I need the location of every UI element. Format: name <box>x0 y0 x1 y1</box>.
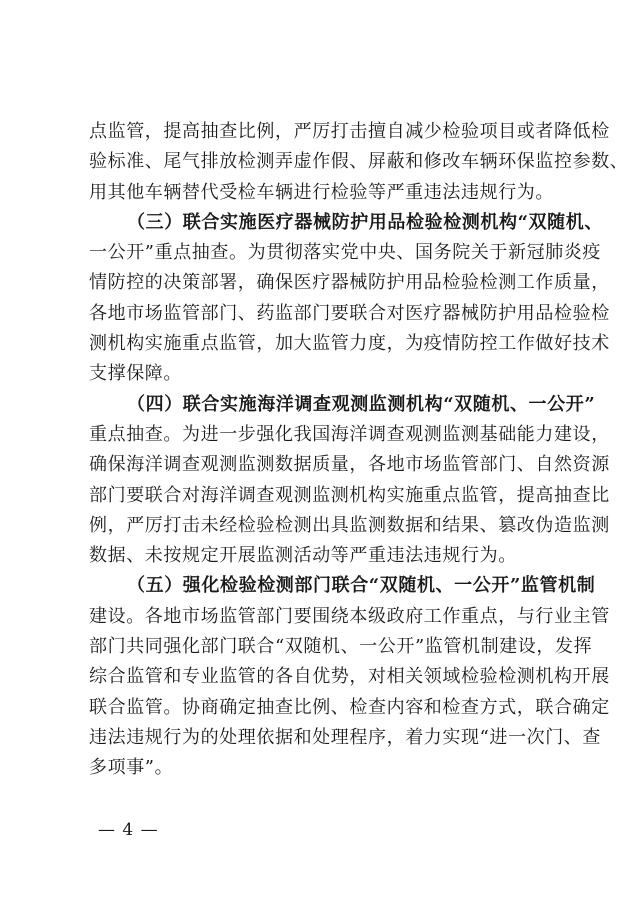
body-line: 例，严厉打击未经检验检测出具监测数据和结果、篡改伪造监测 <box>89 514 610 536</box>
body-line: 各地市场监管部门、药监部门要联合对医疗器械防护用品检验检 <box>89 302 610 324</box>
body-line: 情防控的决策部署，确保医疗器械防护用品检验检测工作质量， <box>89 272 610 294</box>
body-line: 重点抽查。为进一步强化我国海洋调查观测监测基础能力建设， <box>89 423 610 445</box>
body-line: 部门要联合对海洋调查观测监测机构实施重点监管，提高抽查比 <box>89 484 610 506</box>
body-line: 一公开”重点抽查。为贯彻落实党中央、国务院关于新冠肺炎疫 <box>89 242 601 264</box>
body-line: 建设。各地市场监管部门要围绕本级政府工作重点，与行业主管 <box>89 605 610 627</box>
page-number: — 4 — <box>98 820 159 840</box>
body-line: 用其他车辆替代受检车辆进行检验等严重违法违规行为。 <box>89 181 554 203</box>
body-line: 违法违规行为的处理依据和处理程序，着力实现“进一次门、查 <box>89 726 601 748</box>
body-line: 测机构实施重点监管，加大监管力度，为疫情防控工作做好技术 <box>89 333 610 355</box>
document-body <box>89 117 629 784</box>
body-line: 支撑保障。 <box>89 363 182 385</box>
section-heading-5: （五）强化检验检测部门联合“双随机、一公开”监管机制 <box>127 575 596 597</box>
body-line: 确保海洋调查观测监测数据质量，各地市场监管部门、自然资源 <box>89 454 610 476</box>
body-line: 多项事”。 <box>89 757 174 779</box>
section-heading-3: （三）联合实施医疗器械防护用品检验检测机构“双随机、 <box>127 211 603 233</box>
section-heading-4: （四）联合实施海洋调查观测监测机构“双随机、一公开” <box>127 393 596 415</box>
body-line: 验标准、尾气排放检测弄虚作假、屏蔽和修改车辆环保监控参数、 <box>89 151 629 173</box>
body-line: 联合监管。协商确定抽查比例、检查内容和检查方式，联合确定 <box>89 696 610 718</box>
body-line: 点监管，提高抽查比例，严厉打击擅自减少检验项目或者降低检 <box>89 121 610 142</box>
body-line: 综合监管和专业监管的各自优势，对相关领域检验检测机构开展 <box>89 666 610 688</box>
body-line: 数据、未按规定开展监测活动等严重违法违规行为。 <box>89 545 517 567</box>
body-line: 部门共同强化部门联合“双随机、一公开”监管机制建设，发挥 <box>89 636 593 658</box>
